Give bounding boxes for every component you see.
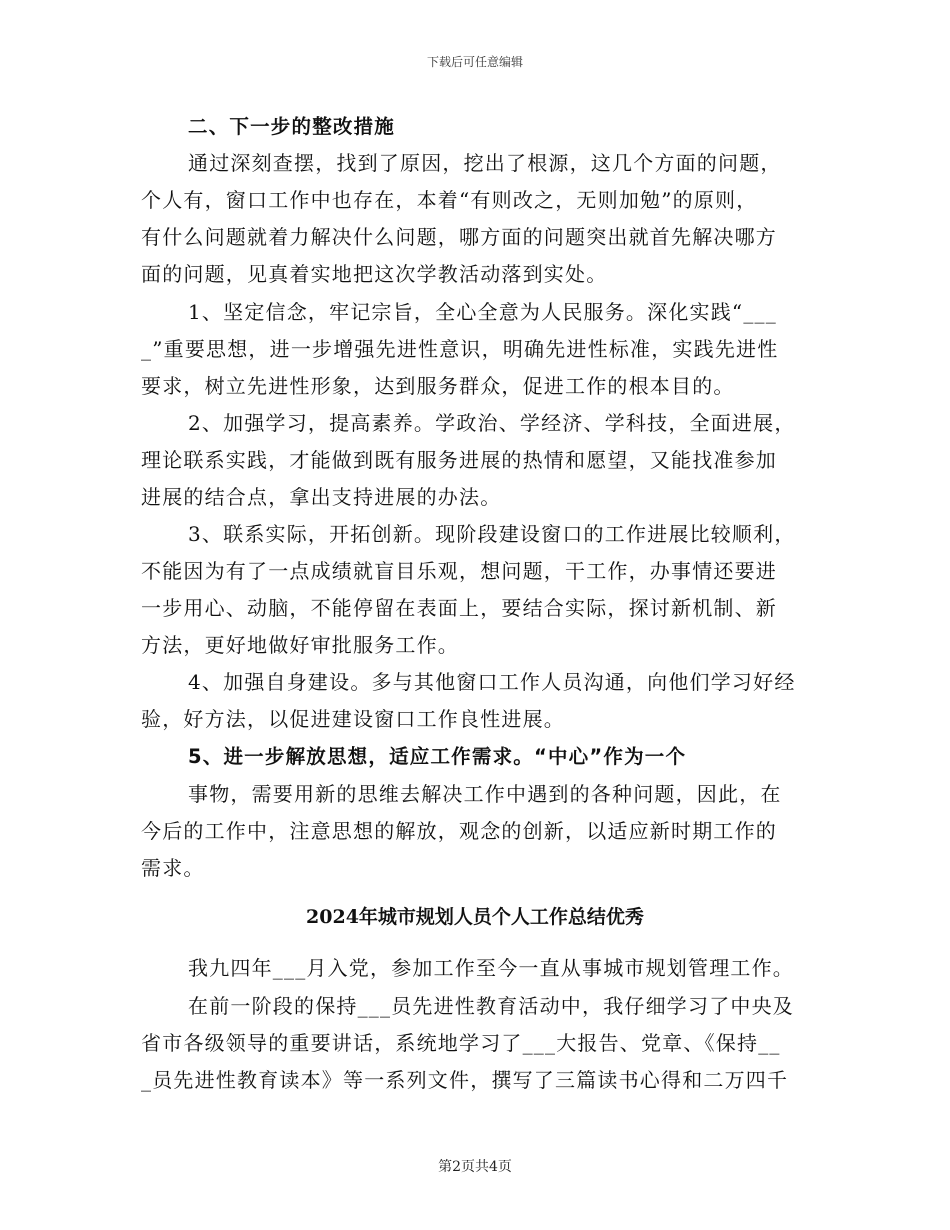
paragraph-line: 有什么问题就着力解决什么问题，哪方面的问题突出就首先解决哪方	[141, 225, 777, 249]
item-2-line: 理论联系实践，才能做到既有服务进展的热情和愿望，又能找准参加	[141, 448, 777, 472]
article-body-line: 我九四年___月入党，参加工作至今一直从事城市规划管理工作。	[188, 956, 794, 980]
item-4-line: 4、加强自身建设。多与其他窗口工作人员沟通，向他们学习好经	[188, 670, 796, 694]
item-5-line: 事物，需要用新的思维去解决工作中遇到的各种问题，因此，在	[188, 782, 782, 806]
article-body-line: _员先进性教育读本》等一系列文件，撰写了三篇读书心得和二万四千	[141, 1068, 789, 1092]
item-3-line: 不能因为有了一点成绩就盲目乐观，想问题，干工作，办事情还要进	[141, 559, 777, 583]
item-4-line: 验，好方法，以促进建设窗口工作良性进展。	[141, 707, 565, 731]
item-5-line: 需求。	[141, 856, 205, 880]
paragraph-line: 通过深刻查摆，找到了原因，挖出了根源，这几个方面的问题，	[188, 151, 782, 175]
page-header-note: 下载后可任意编辑	[426, 55, 523, 69]
item-3-line: 方法，更好地做好审批服务工作。	[141, 633, 459, 657]
item-2-line: 进展的结合点，拿出支持进展的办法。	[141, 485, 502, 509]
item-2-line: 2、加强学习，提高素养。学政治、学经济、学科技，全面进展，	[188, 411, 796, 435]
item-1-line: 1、坚定信念，牢记宗旨，全心全意为人民服务。深化实践“___	[188, 300, 777, 324]
section-heading: 二、下一步的整改措施	[188, 115, 396, 138]
item-3-line: 3、联系实际，开拓创新。现阶段建设窗口的工作进展比较顺利，	[188, 522, 796, 546]
paragraph-line: 面的问题，见真着实地把这次学教活动落到实处。	[141, 262, 608, 286]
paragraph-line: 个人有，窗口工作中也存在，本着“有则改之，无则加勉”的原则，	[141, 188, 758, 212]
item-5-line: 今后的工作中，注意思想的解放，观念的创新，以适应新时期工作的	[141, 819, 777, 843]
page-number: 第2页共4页	[438, 1159, 512, 1175]
article-body-line: 省市各级领导的重要讲话，系统地学习了___大报告、党章、《保持__	[141, 1031, 781, 1055]
item-5-heading: 5、进一步解放思想，适应工作需求。“中心”作为一个	[188, 745, 687, 768]
article-title: 2024年城市规划人员个人工作总结优秀	[306, 906, 644, 928]
article-body-line: 在前一阶段的保持___员先进性教育活动中，我仔细学习了中央及	[188, 994, 794, 1018]
item-3-line: 一步用心、动脑，不能停留在表面上，要结合实际，探讨新机制、新	[141, 596, 777, 620]
item-1-line: _”重要思想，进一步增强先进性意识，明确先进性标准，实践先进性	[141, 337, 779, 361]
item-1-line: 要求，树立先进性形象，达到服务群众，促进工作的根本目的。	[141, 374, 735, 398]
